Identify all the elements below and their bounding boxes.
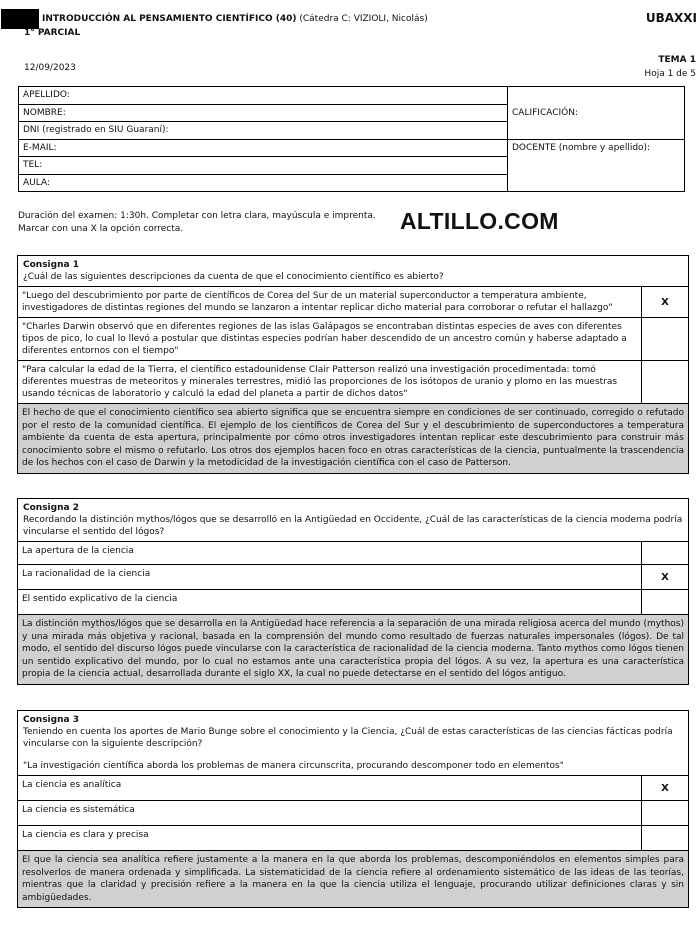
question-title: Consigna 3 <box>23 715 79 725</box>
question-1 <box>17 255 689 474</box>
question-2 <box>17 498 689 685</box>
tel-field[interactable]: TEL: <box>19 157 508 175</box>
option-row <box>18 776 688 801</box>
docente-field[interactable]: DOCENTE (nombre y apellido): <box>508 139 685 192</box>
option-checkbox[interactable] <box>642 361 688 403</box>
question-prompt: Teniendo en cuenta los aportes de Mario Bunge sobre el conocimiento y la Ciencia, ¿Cuál de estas características de las ciencias fácticas podría vincularse con la siguiente descripción? <box>23 727 673 749</box>
answer-explanation: El que la ciencia sea analítica refiere justamente a la manera en la que aborda los problemas, descomponiéndolos en elementos simples para resolverlos de manera ordenada y simplificada. La sistematicidad de la ciencia refiere al ordenamiento sistemático de las ideas de las teorías, mientras que la claridad y precisión refiere a la manera en la que la ciencia utiliza el lenguaje, procurando utilizar definiciones claras y sin ambigüedades. <box>18 851 688 907</box>
uba-logo: UBAXXI <box>645 11 697 25</box>
option-checkbox[interactable] <box>642 590 688 614</box>
option-text: "Charles Darwin observó que en diferentes regiones de las islas Galápagos se encontraban distintas especies de aves con diferentes tipos de pico, lo cual lo llevó a postular que distintas especies podrían haber descendido de un ancestro común y haberse adaptado a diferentes entornos con el tiempo" <box>18 318 642 360</box>
tema-label: TEMA 1 <box>658 55 696 65</box>
option-text: La ciencia es analítica <box>18 776 642 800</box>
option-checkbox[interactable]: X <box>661 296 669 308</box>
option-row <box>18 801 688 826</box>
question-quote: "La investigación científica aborda los problemas de manera circunscrita, procurando descomponer todo en elementos" <box>18 753 688 776</box>
option-checkbox[interactable] <box>642 826 688 850</box>
option-checkbox[interactable]: X <box>661 782 669 794</box>
nombre-field[interactable]: NOMBRE: <box>19 104 508 122</box>
student-info-table <box>18 86 685 192</box>
option-text: La ciencia es sistemática <box>18 801 642 825</box>
apellido-field[interactable]: APELLIDO: <box>19 87 508 105</box>
option-checkbox[interactable]: X <box>661 571 669 583</box>
option-text: "Luego del descubrimiento por parte de científicos de Corea del Sur de un material superconductor a temperatura ambiente, investigadores de distintas regiones del mundo se lanzaron a intentar replicar dicho material para corroborar o refutar el hallazgo" <box>18 287 642 317</box>
exam-date: 12/09/2023 <box>24 63 76 73</box>
option-row <box>18 826 688 851</box>
aula-field[interactable]: AULA: <box>19 174 508 192</box>
option-row <box>18 361 688 404</box>
option-text: La ciencia es clara y precisa <box>18 826 642 850</box>
watermark-text: ALTILLO.COM <box>400 208 559 234</box>
calificacion-field[interactable]: CALIFICACIÓN: <box>508 87 685 140</box>
dni-field[interactable]: DNI (registrado en SIU Guaraní): <box>19 122 508 140</box>
option-row <box>18 542 688 565</box>
option-checkbox[interactable] <box>642 542 688 564</box>
question-title: Consigna 2 <box>23 503 79 513</box>
redaction-box <box>1 9 39 29</box>
option-checkbox[interactable] <box>642 801 688 825</box>
question-title: Consigna 1 <box>23 260 79 270</box>
option-text: "Para calcular la edad de la Tierra, el científico estadounidense Clair Patterson realizó una investigación procedimentada: tomó diferentes muestras de meteoritos y minerales terrestres, midió las proporciones de los isótopos de uranio y plomo en las muestras usando técnicas de laboratorio y calculó la edad del planeta a partir de dichos datos" <box>18 361 642 403</box>
option-row <box>18 565 688 590</box>
option-text: La apertura de la ciencia <box>18 542 642 564</box>
course-title: INTRODUCCIÓN AL PENSAMIENTO CIENTÍFICO (40) (Cátedra C: VIZIOLI, Nicolás) <box>42 14 428 24</box>
option-checkbox[interactable] <box>642 318 688 360</box>
option-row <box>18 318 688 361</box>
instructions-line1: Duración del examen: 1:30h. Completar con letra clara, mayúscula e imprenta. <box>18 211 376 221</box>
instructions <box>18 210 376 236</box>
page-counter: Hoja 1 de 5 <box>644 69 696 79</box>
answer-explanation: La distinción mythos/lógos que se desarrolla en la Antigüedad hace referencia a la separación de una mirada religiosa acerca del mundo (mythos) y una mirada más objetiva y racional, basada en la comprensión del mundo como resultado de fuerzas naturales impersonales (lógos). De tal modo, el sentido del discurso lógos puede vincularse con la característica de racionalidad de la ciencia moderna. Tanto mythos como lógos tienen un sentido explicativo del mundo, por lo cual no estamos ante una característica propia del lógos. A su vez, la apertura es una característica propia de la ciencia actual, desarrollada durante el siglo XX, la cual no puede detectarse en el sentido del lógos antiguo. <box>18 615 688 684</box>
answer-explanation: El hecho de que el conocimiento científico sea abierto significa que se encuentra siempre en condiciones de ser continuado, corregido o refutado por el resto de la comunidad científica. El ejemplo de los científicos de Corea del Sur y el descubrimiento de superconductores a temperatura ambiente da cuenta de esta apertura, principalmente por cómo otros investigadores intentan replicar este descubrimiento para construir más conocimiento sobre el mismo o refutarlo. Los otros dos ejemplos hacen foco en otras características de la ciencia, puntualmente la trascendencia de los hechos con el caso de Darwin y la metodicidad de la investigación científica con el caso de Patterson. <box>18 404 688 473</box>
question-prompt: Recordando la distinción mythos/lógos que se desarrolló en la Antigüedad en Occidente, ¿Cuál de las características de la ciencia moderna podría vincularse el sentido del lógos? <box>23 515 683 537</box>
question-3 <box>17 710 689 908</box>
option-row <box>18 287 688 318</box>
option-row <box>18 590 688 615</box>
option-text: El sentido explicativo de la ciencia <box>18 590 642 614</box>
instructions-line2: Marcar con una X la opción correcta. <box>18 224 184 234</box>
email-field[interactable]: E-MAIL: <box>19 139 508 157</box>
option-text: La racionalidad de la ciencia <box>18 565 642 589</box>
question-prompt: ¿Cuál de las siguientes descripciones da cuenta de que el conocimiento científico es abierto? <box>23 272 444 282</box>
parcial-label: 1° PARCIAL <box>24 28 81 38</box>
